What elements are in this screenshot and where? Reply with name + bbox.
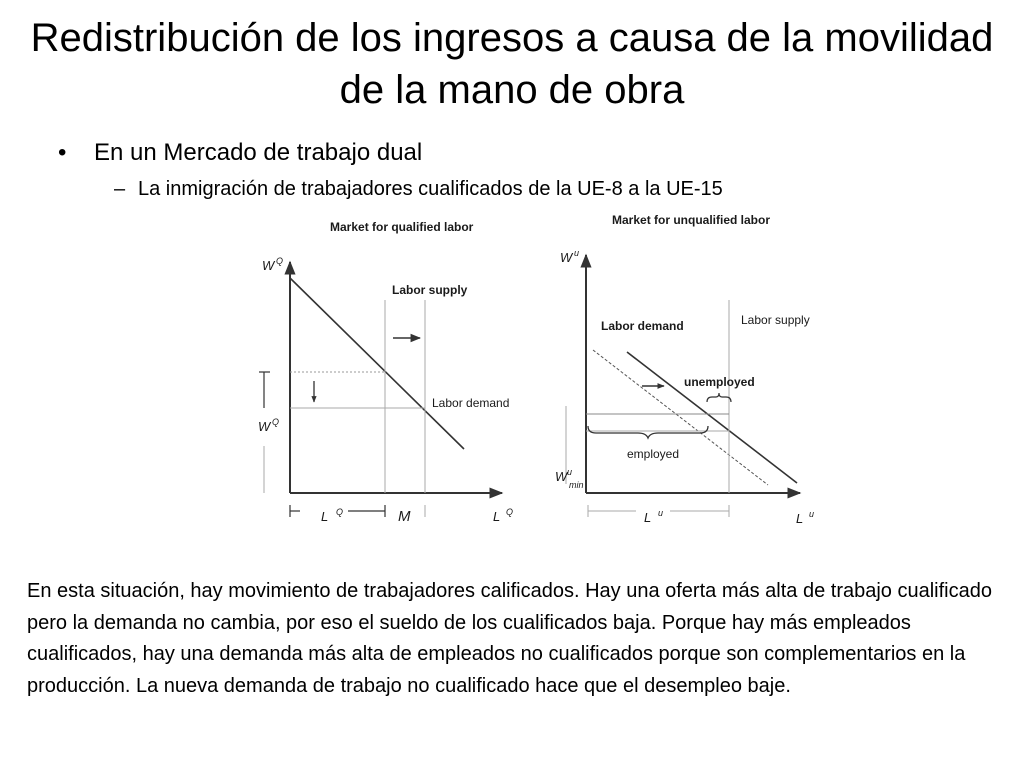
slide-title: Redistribución de los ingresos a causa de la movilidad de la mano de obra xyxy=(30,16,994,112)
qualified-employment-letter: L xyxy=(321,509,329,524)
bullet-text: En un Mercado de trabajo dual xyxy=(94,139,423,166)
unqualified-labor-diagram xyxy=(555,213,814,526)
unqualified-y-axis-letter: W xyxy=(560,250,573,265)
qualified-y-axis-sup: Q xyxy=(276,256,284,266)
unqualified-x-axis-letter: L xyxy=(796,511,804,526)
min-wage-sup: u xyxy=(567,467,573,477)
unqualified-y-axis-sup: u xyxy=(574,248,580,258)
unqualified-supply-label: Labor supply xyxy=(741,313,810,327)
explanation-paragraph: En esta situación, hay movimiento de trabajadores calificados. Hay una oferta más alta de trabajo cualificado pero la demanda no cambia, por eso el sueldo de los cualificados baja. Porque hay más empleados cualificados, hay una demanda más alta de empleados no cualificados porque son complementarios en la producción. La nueva demanda de trabajo no cualificado hace que el desempleo baje. xyxy=(27,580,992,697)
unqualified-old-demand-curve xyxy=(593,350,768,485)
qualified-supply-label: Labor supply xyxy=(392,283,468,297)
employed-label: employed xyxy=(627,447,680,461)
unqualified-employment-sup: u xyxy=(658,508,664,518)
unqualified-x-axis-sup: u xyxy=(809,509,815,519)
unqualified-new-demand-curve xyxy=(627,352,797,483)
qualified-diagram-title: Market for qualified labor xyxy=(330,220,474,234)
unemployed-label: unemployed xyxy=(684,375,755,389)
min-wage-sub: min xyxy=(569,480,584,490)
qualified-x-axis-letter: L xyxy=(493,509,501,524)
sub-bullet-text: La inmigración de trabajadores cualificados de la UE-8 a la UE-15 xyxy=(138,178,723,200)
sub-bullet-marker: – xyxy=(114,178,126,200)
qualified-x-axis-sup: Q xyxy=(506,507,514,517)
bullet-marker: • xyxy=(58,139,67,166)
qualified-y-axis-letter: W xyxy=(262,258,275,273)
qualified-demand-label: Labor demand xyxy=(432,396,510,410)
employed-brace xyxy=(588,426,708,438)
qualified-demand-curve xyxy=(290,278,464,449)
qualified-labor-diagram xyxy=(258,220,513,525)
qualified-wage-sup: Q xyxy=(272,417,280,427)
min-wage-letter: W xyxy=(555,469,568,484)
unqualified-diagram-title: Market for unqualified labor xyxy=(612,213,771,227)
qualified-wage-letter: W xyxy=(258,419,271,434)
unemployed-brace xyxy=(707,393,731,402)
migration-label: M xyxy=(398,508,411,525)
qualified-employment-sup: Q xyxy=(336,507,344,517)
unqualified-demand-label: Labor demand xyxy=(601,319,684,333)
unqualified-employment-letter: L xyxy=(644,510,652,525)
